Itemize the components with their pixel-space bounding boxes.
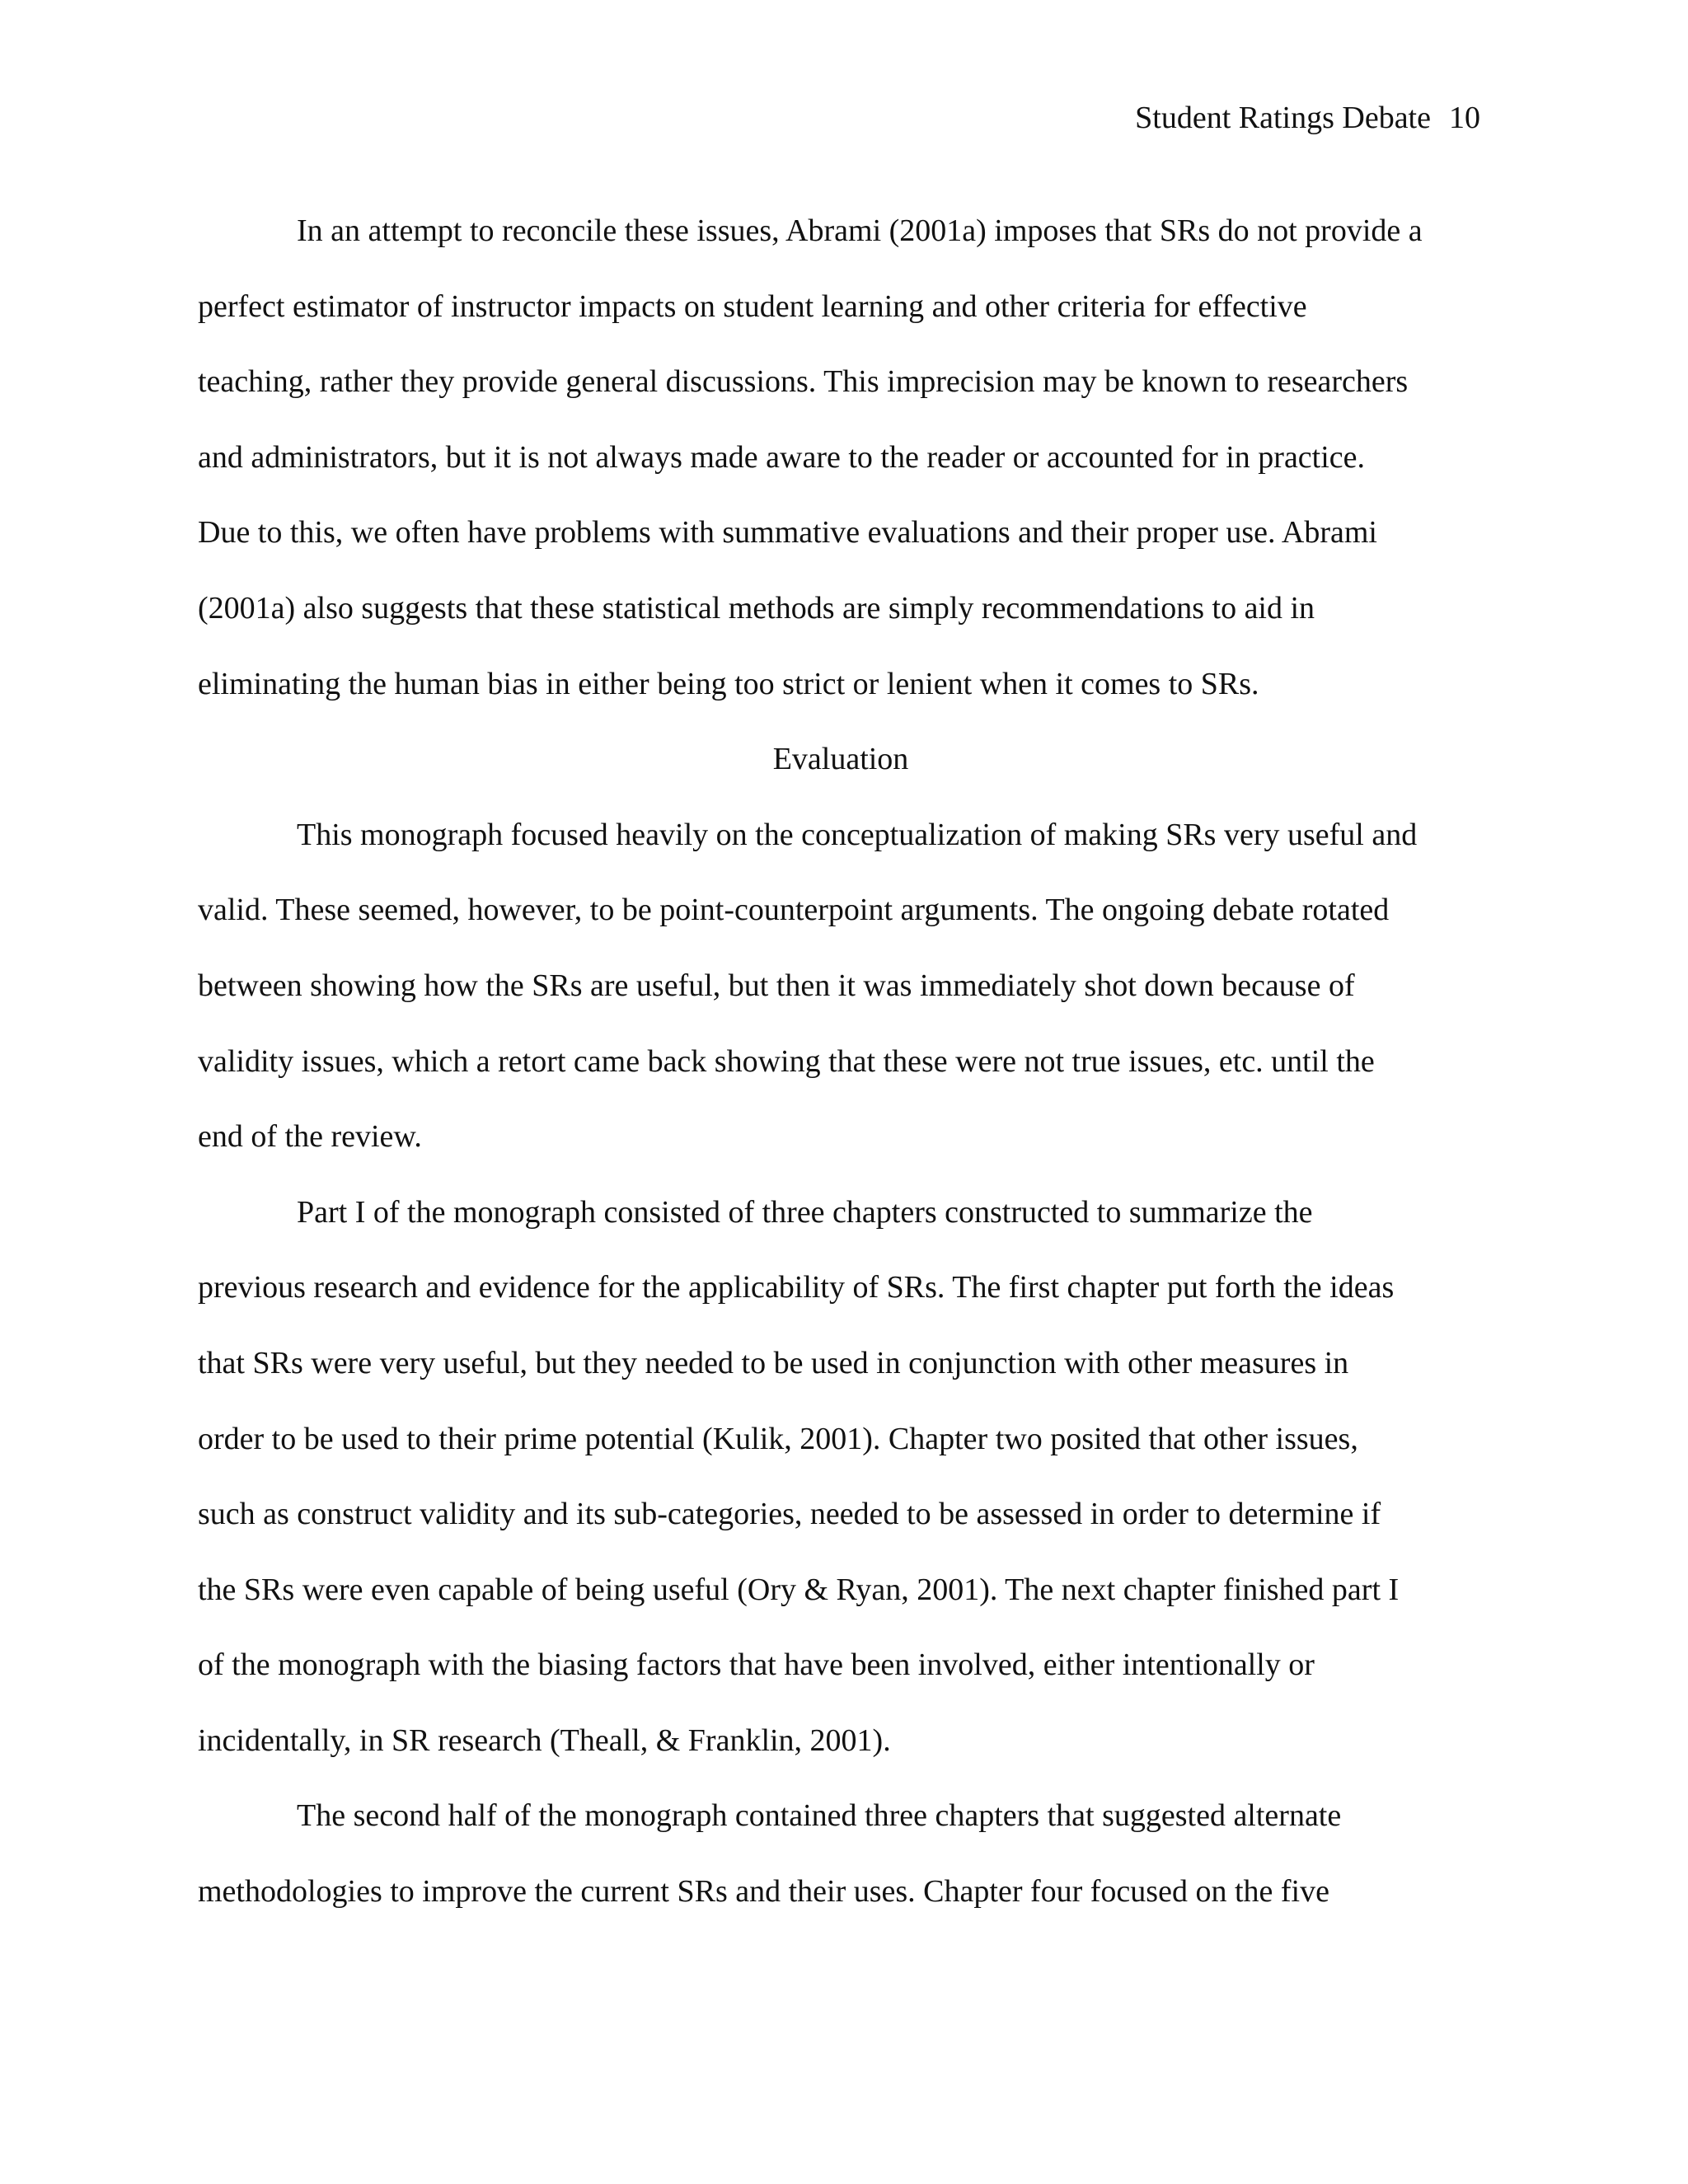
text-line: This monograph focused heavily on the conceptualization of making SRs very useful and (297, 817, 1418, 852)
text-line: that SRs were very useful, but they needed to be used in conjunction with other measures in (198, 1345, 1349, 1380)
text-line: Part I of the monograph consisted of three chapters constructed to summarize the (297, 1194, 1313, 1230)
text-line: incidentally, in SR research (Theall, & Franklin, 2001). (198, 1722, 891, 1758)
text-line: teaching, rather they provide general discussions. This imprecision may be known to researchers (198, 364, 1409, 400)
text-line: The second half of the monograph contained three chapters that suggested alternate (297, 1798, 1342, 1834)
text-line: the SRs were even capable of being useful (Ory & Ryan, 2001). The next chapter finished part I (198, 1572, 1400, 1607)
page-number: 10 (1449, 101, 1480, 135)
text-line: methodologies to improve the current SRs and their uses. Chapter four focused on the five (198, 1874, 1329, 1910)
text-line: valid. These seemed, however, to be point-counterpoint arguments. The ongoing debate rotated (198, 893, 1390, 928)
text-line: In an attempt to reconcile these issues, Abrami (2001a) imposes that SRs do not provide a (297, 213, 1423, 248)
running-head-title: Student Ratings Debate (1135, 101, 1431, 135)
text-line: previous research and evidence for the applicability of SRs. The first chapter put forth the ideas (198, 1270, 1395, 1305)
text-line: and administrators, but it is not always made aware to the reader or accounted for in practice. (198, 439, 1366, 475)
text-line: such as construct validity and its sub-categories, needed to be assessed in order to determine if (198, 1497, 1381, 1532)
paragraph-part-one (198, 1175, 1484, 1779)
text-line: order to be used to their prime potential (Kulik, 2001). Chapter two posited that other issues, (198, 1421, 1358, 1456)
text-line: (2001a) also suggests that these statistical methods are simply recommendations to aid in (198, 590, 1315, 626)
paragraph-monograph-focus (198, 798, 1484, 1175)
paragraph-second-half (198, 1779, 1484, 1929)
body-text (198, 194, 1484, 1930)
text-line: of the monograph with the biasing factors that have been involved, either intentionally or (198, 1647, 1315, 1683)
text-line: between showing how the SRs are useful, but then it was immediately shot down because of (198, 968, 1355, 1003)
running-head (1135, 97, 1480, 138)
section-heading: Evaluation (772, 742, 909, 777)
text-line: Due to this, we often have problems with summative evaluations and their proper use. Abrami (198, 515, 1377, 551)
text-line: perfect estimator of instructor impacts on student learning and other criteria for effective (198, 288, 1307, 324)
paragraph-reconcile-issues (198, 194, 1484, 722)
text-line: eliminating the human bias in either being too strict or lenient when it comes to SRs. (198, 666, 1259, 701)
text-line: validity issues, which a retort came back showing that these were not true issues, etc. until the (198, 1043, 1375, 1079)
text-line: end of the review. (198, 1119, 422, 1155)
